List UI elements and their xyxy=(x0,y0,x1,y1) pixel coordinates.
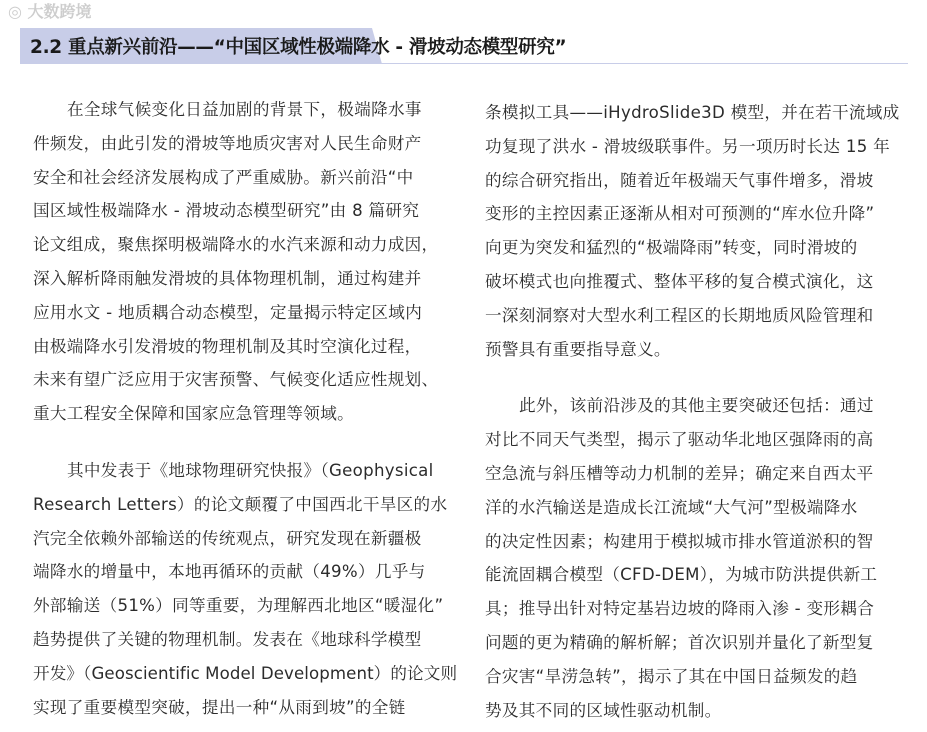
left-column xyxy=(33,93,463,724)
paragraph-line: 应用水文 - 地质耦合动态模型，定量揭示特定区域内 xyxy=(33,302,423,322)
paragraph-line: 向更为突发和猛烈的“极端降雨”转变，同时滑坡的 xyxy=(485,238,858,258)
paragraph-line: 安全和社会经济发展构成了严重威胁。新兴前沿“中 xyxy=(33,167,414,187)
paragraph-line: 合灾害“旱涝急转”，揭示了其在中国日益频发的趋 xyxy=(485,666,858,686)
paragraph-line: 论文组成，聚焦探明极端降水的水汽来源和动力成因， xyxy=(33,235,439,255)
watermark-logo: ◎ 大数跨境 xyxy=(8,2,92,21)
paragraph-line: 预警具有重要指导意义。 xyxy=(485,339,671,359)
paragraph-line: 具；推导出针对特定基岩边坡的降雨入渗 - 变形耦合 xyxy=(485,599,875,619)
paragraph-line: 空急流与斜压槽等动力机制的差异；确定来自西太平 xyxy=(485,463,874,483)
paragraph-line: 洋的水汽输送是造成长江流域“大气河”型极端降水 xyxy=(485,497,858,517)
paragraph-line: 的综合研究指出，随着近年极端天气事件增多，滑坡 xyxy=(485,170,874,190)
right-column xyxy=(485,96,915,727)
section-title: 2.2 重点新兴前沿——“中国区域性极端降水 - 滑坡动态模型研究” xyxy=(30,37,567,58)
paragraph-line: 由极端降水引发滑坡的物理机制及其时空演化过程， xyxy=(33,336,422,356)
paragraph-line: 汽完全依赖外部输送的传统观点，研究发现在新疆极 xyxy=(33,528,422,548)
paragraph-gap xyxy=(33,431,463,454)
paragraph-line: 问题的更为精确的解析解；首次识别并量化了新型复 xyxy=(485,632,874,652)
paragraph-line: 端降水的增量中，本地再循环的贡献（49%）几乎与 xyxy=(33,562,426,582)
paragraph-gap xyxy=(485,366,915,389)
paragraph-line: 未来有望广泛应用于灾害预警、气候变化适应性规划、 xyxy=(33,370,439,390)
paragraph-line: 一深刻洞察对大型水利工程区的长期地质风险管理和 xyxy=(485,305,874,325)
paragraph-line: 条模拟工具——iHydroSlide3D 模型，并在若干流域成 xyxy=(485,103,900,122)
paragraph-line: 变形的主控因素正逐渐从相对可预测的“库水位升降” xyxy=(485,204,875,224)
paragraph-line: 功复现了洪水 - 滑坡级联事件。另一项历时长达 15 年 xyxy=(485,136,891,156)
paragraph-line: 能流固耦合模型（CFD-DEM），为城市防洪提供新工 xyxy=(485,565,878,585)
paragraph-line: 的决定性因素；构建用于模拟城市排水管道淤积的智 xyxy=(485,531,874,551)
paragraph-line: 深入解析降雨触发滑坡的具体物理机制，通过构建并 xyxy=(33,268,422,288)
paragraph-line: 件频发，由此引发的滑坡等地质灾害对人民生命财产 xyxy=(33,133,422,153)
header-divider xyxy=(20,63,908,64)
paragraph-line: Research Letters）的论文颠覆了中国西北干旱区的水 xyxy=(33,494,448,514)
watermark-text: 大数跨境 xyxy=(27,2,92,21)
paragraph-line: 对比不同天气类型，揭示了驱动华北地区强降雨的高 xyxy=(485,430,874,450)
paragraph-line: 势及其不同的区域性驱动机制。 xyxy=(485,700,722,720)
paragraph-line: 实现了重要模型突破，提出一种“从雨到坡”的全链 xyxy=(33,697,406,717)
paragraph-line: 开发》（Geoscientific Model Development）的论文则 xyxy=(33,663,458,683)
paragraph-line: 其中发表于《地球物理研究快报》（Geophysical xyxy=(67,460,434,480)
paragraph-line: 破坏模式也向推覆式、整体平移的复合模式演化，这 xyxy=(485,271,874,291)
paragraph-line: 外部输送（51%）同等重要，为理解西北地区“暖湿化” xyxy=(33,596,444,616)
paragraph-line: 此外，该前沿涉及的其他主要突破还包括：通过 xyxy=(519,396,874,416)
paragraph-line: 在全球气候变化日益加剧的背景下，极端降水事 xyxy=(67,100,422,119)
paragraph-line: 重大工程安全保障和国家应急管理等领域。 xyxy=(33,404,354,424)
paragraph-line: 国区域性极端降水 - 滑坡动态模型研究”由 8 篇研究 xyxy=(33,201,420,221)
paragraph-line: 趋势提供了关键的物理机制。发表在《地球科学模型 xyxy=(33,629,422,649)
